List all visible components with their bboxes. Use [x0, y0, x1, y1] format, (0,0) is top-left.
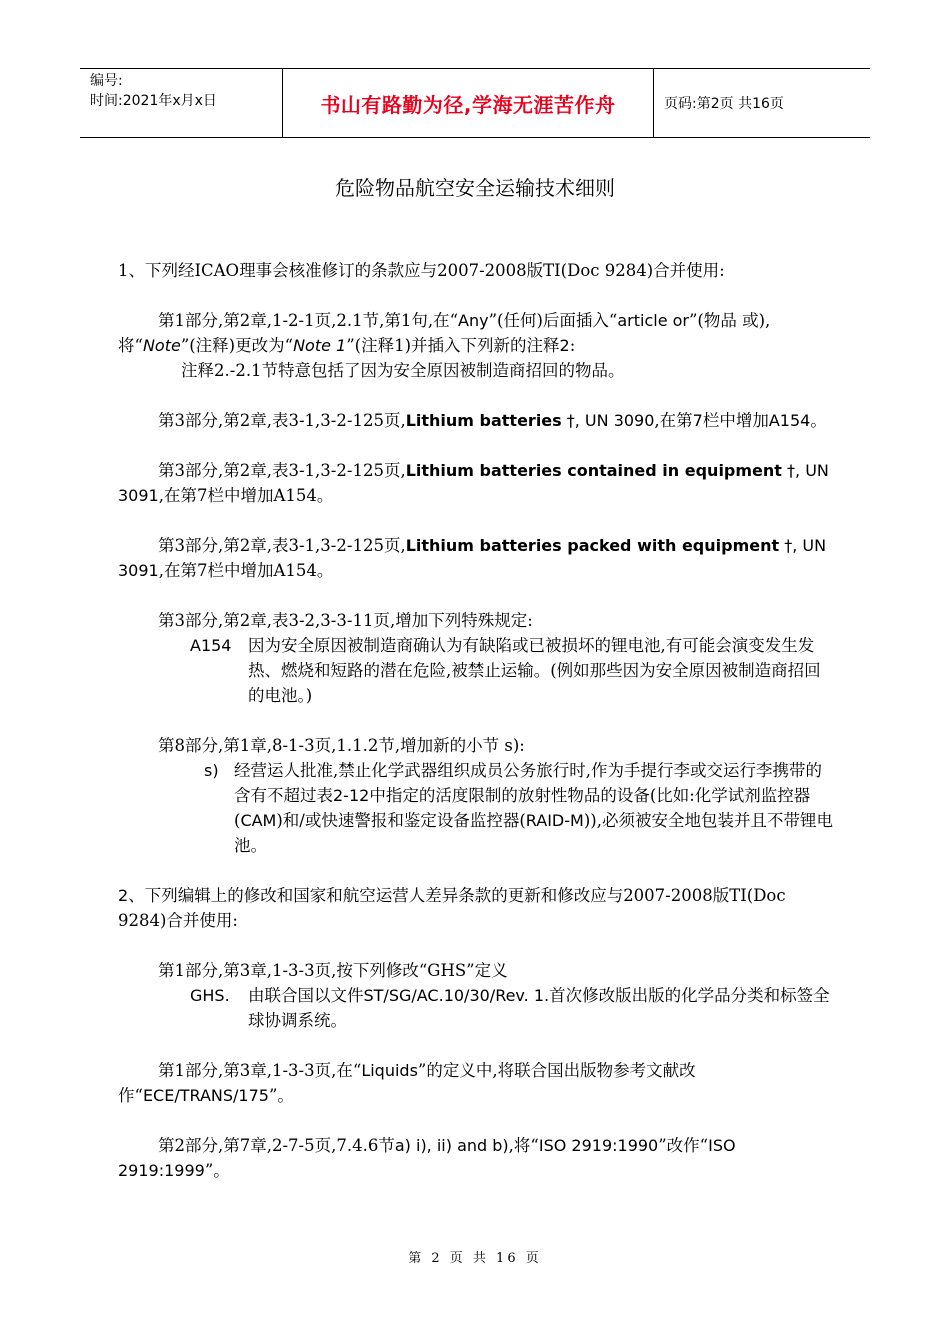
subsection-s-label: s)	[204, 761, 219, 780]
header-page-cell	[654, 69, 870, 137]
document-body	[118, 258, 834, 1183]
a154-label: A154	[190, 636, 232, 655]
page-footer: 第 2 页 共 16 页	[408, 1251, 542, 1266]
header-left-cell	[80, 69, 282, 137]
ghs-definition	[118, 983, 834, 1033]
header-motto-cell	[282, 69, 654, 137]
sec1-para-6: 第8部分,第1章,8-1-3页,1.1.2节,增加新的小节 s):	[158, 736, 525, 755]
ghs-label: GHS.	[190, 986, 230, 1005]
sec1-para-1: 第1部分,第2章,1-2-1页,2.1节,第1句,在“Any”(任何)后面插入“article or”(物品 或),将“Note”(注释)更改为“Note 1”(注释1)并插入下列新的注释2:	[118, 311, 771, 355]
sec1-para-4: 第3部分,第2章,表3-1,3-2-125页,Lithium batteries packed with equipment †, UN 3091,在第7栏中增加A154。	[118, 536, 827, 580]
ghs-text: 由联合国以文件ST/SG/AC.10/30/Rev. 1.首次修改版出版的化学品分类和标签全球协调系统。	[248, 986, 830, 1030]
a154-text: 因为安全原因被制造商确认为有缺陷或已被损坏的锂电池,有可能会演变发生发热、燃烧和短路的潜在危险,被禁止运输。(例如那些因为安全原因被制造商招回的电池。)	[248, 636, 821, 705]
sec1-intro: 1、下列经ICAO理事会核准修订的条款应与2007-2008版TI(Doc 9284)合并使用:	[118, 261, 725, 280]
sec1-note-2: 注释2.-2.1节特意包括了因为安全原因被制造商招回的物品。	[181, 361, 625, 380]
header-motto: 书山有路勤为径,学海无涯苦作舟	[320, 92, 616, 117]
subsection-s	[118, 758, 834, 858]
special-provision-a154	[118, 633, 834, 708]
document-title: 危险物品航空安全运输技术细则	[335, 176, 615, 200]
page-header	[80, 68, 870, 138]
sec1-para-5: 第3部分,第2章,表3-2,3-3-11页,增加下列特殊规定:	[158, 611, 533, 630]
time-label: 时间:2021年x月x日	[90, 93, 217, 109]
subsection-s-text: 经营运人批准,禁止化学武器组织成员公务旅行时,作为手提行李或交运行李携带的含有不超过表2-12中指定的活度限制的放射性物品的设备(比如:化学试剂监控器(CAM)和/或快速警报和鉴定设备监控器(RAID-M)),必须被安全地包装并且不带锂电池。	[234, 761, 833, 855]
sec2-para-1: 第1部分,第3章,1-3-3页,按下列修改“GHS”定义	[158, 961, 508, 980]
sec2-intro: 2、下列编辑上的修改和国家和航空运营人差异条款的更新和修改应与2007-2008版TI(Doc 9284)合并使用:	[118, 886, 786, 930]
serial-label: 编号:	[90, 73, 123, 89]
sec1-para-2: 第3部分,第2章,表3-1,3-2-125页,Lithium batteries †, UN 3090,在第7栏中增加A154。	[158, 411, 827, 430]
sec1-para-3: 第3部分,第2章,表3-1,3-2-125页,Lithium batteries contained in equipment †, UN 3091,在第7栏中增加A154。	[118, 461, 829, 505]
header-page-label: 页码:第2页 共16页	[664, 96, 784, 112]
sec2-para-2: 第1部分,第3章,1-3-3页,在“Liquids”的定义中,将联合国出版物参考文献改作“ECE/TRANS/175”。	[118, 1061, 696, 1105]
sec2-para-3: 第2部分,第7章,2-7-5页,7.4.6节a) i), ii) and b),将“ISO 2919:1990”改作“ISO 2919:1999”。	[118, 1136, 736, 1180]
